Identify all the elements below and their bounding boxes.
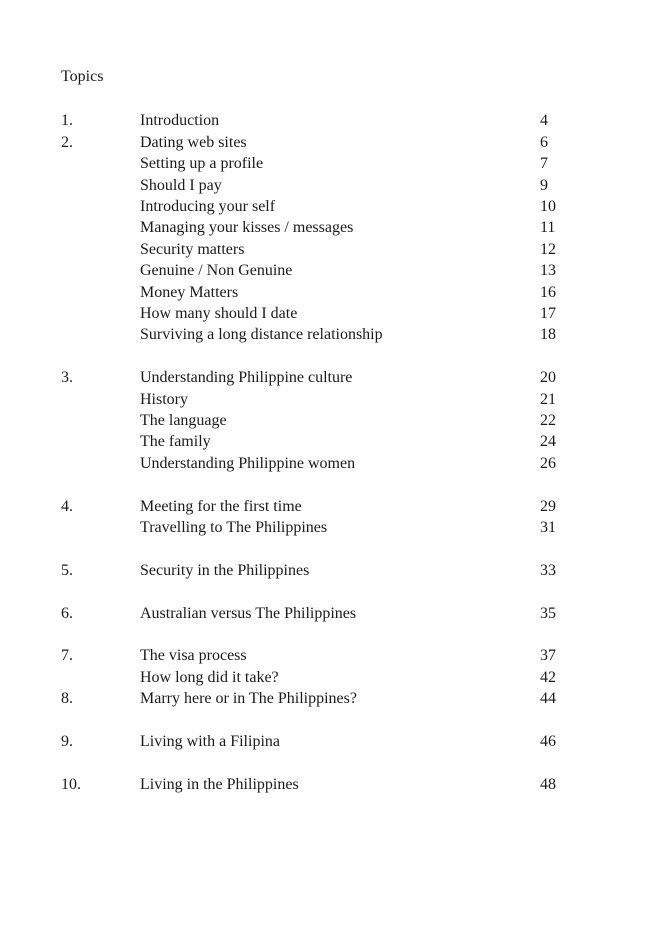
toc-row-title: Dating web sites xyxy=(140,133,247,151)
toc-row-number: 7. xyxy=(61,647,73,665)
toc-row xyxy=(61,431,627,452)
toc-row xyxy=(61,217,627,238)
toc-row xyxy=(61,560,627,581)
toc-group xyxy=(61,731,627,752)
toc-row-page: 42 xyxy=(540,668,556,686)
toc-group xyxy=(61,645,627,709)
toc-row-number: 6. xyxy=(61,604,73,622)
toc-row-number: 1. xyxy=(61,112,73,130)
toc-row-title: Managing your kisses / messages xyxy=(140,219,354,237)
toc-row-page: 18 xyxy=(540,326,556,344)
toc-row-title: History xyxy=(140,390,188,408)
toc-row-page: 33 xyxy=(540,561,556,579)
toc-row-title: Surviving a long distance relationship xyxy=(140,326,383,344)
toc-row xyxy=(61,239,627,260)
toc-row-number: 10. xyxy=(61,775,81,793)
toc-row-page: 46 xyxy=(540,733,556,751)
toc-row-title: Living in the Philippines xyxy=(140,775,299,793)
toc-row xyxy=(61,110,627,131)
toc-row-page: 35 xyxy=(540,604,556,622)
toc-row-title: Genuine / Non Genuine xyxy=(140,262,293,280)
toc-row-title: Security in the Philippines xyxy=(140,561,310,579)
toc-row-title: How many should I date xyxy=(140,305,298,323)
toc-row-page: 48 xyxy=(540,775,556,793)
toc-row xyxy=(61,603,627,624)
toc-row-number: 4. xyxy=(61,497,73,515)
toc-row-number: 2. xyxy=(61,133,73,151)
toc-row-page: 6 xyxy=(540,133,548,151)
toc-row-title: Should I pay xyxy=(140,176,222,194)
toc-row xyxy=(61,389,627,410)
toc-row-number: 8. xyxy=(61,690,73,708)
toc-list xyxy=(61,110,627,795)
toc-group xyxy=(61,367,627,474)
toc-row xyxy=(61,153,627,174)
toc-row xyxy=(61,645,627,666)
toc-row-title: Australian versus The Philippines xyxy=(140,604,357,622)
toc-row xyxy=(61,453,627,474)
toc-row-page: 20 xyxy=(540,369,556,387)
toc-row xyxy=(61,282,627,303)
toc-row xyxy=(61,367,627,388)
toc-row xyxy=(61,132,627,153)
toc-row-page: 24 xyxy=(540,433,556,451)
toc-row xyxy=(61,731,627,752)
toc-row-page: 26 xyxy=(540,454,556,472)
toc-row-page: 21 xyxy=(540,390,556,408)
toc-row-number: 5. xyxy=(61,561,73,579)
toc-row-title: Marry here or in The Philippines? xyxy=(140,690,357,708)
toc-row-title: Meeting for the first time xyxy=(140,497,302,515)
toc-row-page: 10 xyxy=(540,198,556,216)
toc-row-title: Understanding Philippine women xyxy=(140,454,356,472)
toc-row xyxy=(61,517,627,538)
toc-row-page: 12 xyxy=(540,240,556,258)
toc-row xyxy=(61,410,627,431)
toc-group xyxy=(61,774,627,795)
toc-row xyxy=(61,688,627,709)
toc-group xyxy=(61,603,627,624)
toc-row xyxy=(61,175,627,196)
toc-row-page: 22 xyxy=(540,412,556,430)
toc-group xyxy=(61,496,627,539)
toc-row-page: 17 xyxy=(540,305,556,323)
toc-row-title: Living with a Filipina xyxy=(140,733,280,751)
toc-row-title: Introduction xyxy=(140,112,220,130)
toc-row-page: 44 xyxy=(540,690,556,708)
toc-heading: Topics xyxy=(61,68,104,85)
toc-row-page: 7 xyxy=(540,155,548,173)
toc-row-number: 9. xyxy=(61,733,73,751)
toc-row-title: The family xyxy=(140,433,211,451)
toc-row-page: 29 xyxy=(540,497,556,515)
toc-row-page: 13 xyxy=(540,262,556,280)
toc-row-page: 37 xyxy=(540,647,556,665)
toc-row-title: Setting up a profile xyxy=(140,155,264,173)
toc-row xyxy=(61,324,627,345)
toc-row xyxy=(61,667,627,688)
toc-row-page: 31 xyxy=(540,519,556,537)
toc-row-title: Security matters xyxy=(140,240,245,258)
toc-row-page: 16 xyxy=(540,283,556,301)
toc-row xyxy=(61,260,627,281)
toc-row-page: 9 xyxy=(540,176,548,194)
toc-row-page: 11 xyxy=(540,219,556,237)
toc-row-title: The language xyxy=(140,412,227,430)
toc-row xyxy=(61,774,627,795)
toc-row-number: 3. xyxy=(61,369,73,387)
toc-row xyxy=(61,496,627,517)
toc-row-title: Understanding Philippine culture xyxy=(140,369,353,387)
toc-group xyxy=(61,560,627,581)
toc-row-title: Travelling to The Philippines xyxy=(140,519,328,537)
toc-row xyxy=(61,303,627,324)
toc-row-title: Money Matters xyxy=(140,283,239,301)
toc-row-title: The visa process xyxy=(140,647,247,665)
toc-row xyxy=(61,196,627,217)
toc-row-title: How long did it take? xyxy=(140,668,279,686)
toc-group xyxy=(61,110,627,345)
toc-row-title: Introducing your self xyxy=(140,198,276,216)
toc-row-page: 4 xyxy=(540,112,548,130)
